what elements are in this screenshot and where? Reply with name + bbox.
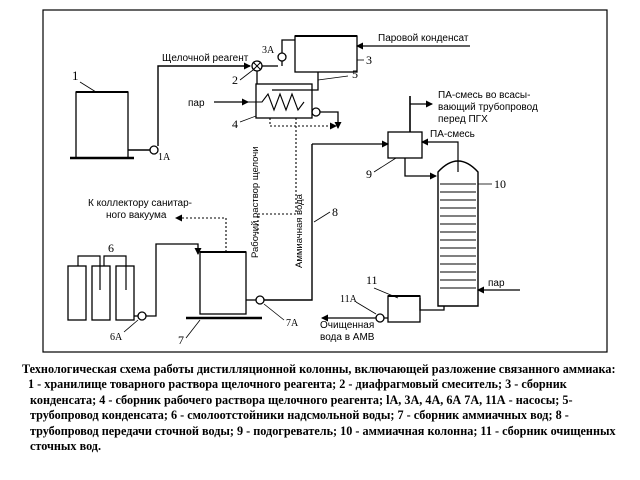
label-pa-suction-1: ПА-смесь во всасы- [438, 90, 531, 101]
label-collector-1: К коллектору санитар- [88, 198, 192, 209]
ammonia-column-10 [438, 161, 478, 306]
leader-n11a [356, 302, 376, 314]
label-n1a: 1А [158, 152, 171, 163]
leader-n5 [318, 76, 348, 80]
label-n3a: 3А [262, 45, 275, 56]
label-n3: 3 [366, 53, 372, 67]
leader-n1 [80, 82, 96, 92]
label-n7a: 7А [286, 318, 299, 329]
leader-n7 [186, 320, 200, 338]
working-solution-collector-4 [248, 84, 312, 118]
label-n6a: 6А [110, 332, 123, 343]
pipe-collector4-dotted [270, 118, 336, 126]
pump-7a [256, 296, 264, 304]
label-steam-condensate: Паровой конденсат [378, 33, 469, 44]
pipe-working-solution [258, 118, 296, 234]
pipe-pa-mix [422, 142, 458, 172]
label-ammonia-water: Аммиачная вода [294, 194, 305, 268]
leader-n4 [240, 116, 256, 122]
label-n5: 5 [352, 67, 358, 81]
caption-line-3: трубопровод конденсата; 6 - смолоотстойники надсмольной воды; 7 - сборник аммиачных вод; 8 - [30, 408, 569, 423]
leader-n9 [374, 158, 396, 172]
leader-n7a [264, 304, 284, 320]
caption-line-4: трубопровод передачи сточной воды; 9 - подогреватель; 10 - аммиачная колонна; 11 - сборник очищенных [30, 423, 616, 438]
label-n4: 4 [232, 117, 238, 131]
label-steam-top: пар [188, 98, 205, 109]
caption-legend [22, 377, 634, 454]
pump-11a [376, 314, 384, 322]
leader-n2 [240, 70, 253, 80]
label-n8: 8 [332, 205, 338, 219]
pipe-condensate-5 [272, 72, 318, 90]
label-n7: 7 [178, 333, 184, 347]
storage-tank-1 [70, 92, 134, 158]
caption-line-2: конденсата; 4 - сборник рабочего раствора щелочного реагента; lА, 3А, 4А, 6А 7А, 11А - насосы; 5- [30, 392, 573, 407]
label-n9: 9 [366, 167, 372, 181]
pipe-sanitary-vacuum [176, 218, 226, 252]
pump-3a [278, 53, 286, 61]
caption-line-1: 1 - хранилище товарного раствора щелочного реагента; 2 - диафрагмовый смеситель; 3 - сборник [28, 377, 567, 392]
caption-title: Технологическая схема работы дистилляционной колонны, включающей разложение связанного аммиака: [22, 362, 616, 376]
label-n10: 10 [494, 177, 506, 191]
label-n11a: 11А [340, 294, 357, 305]
condensate-collector-3 [295, 36, 357, 72]
tar-settlers-6 [68, 256, 134, 320]
ammonia-water-collector-7 [186, 252, 262, 318]
label-n6: 6 [108, 241, 114, 255]
label-n2: 2 [232, 73, 238, 87]
label-pa-suction-2: вающий трубопровод [438, 102, 538, 113]
mixer-2 [252, 61, 262, 71]
pipe-collector3-pump3a [282, 40, 295, 53]
label-pa-mix: ПА-смесь [430, 129, 475, 140]
purified-water-collector-11 [388, 296, 420, 322]
label-steam-bottom: пар [488, 278, 505, 289]
pump-4a [312, 108, 320, 116]
label-alkali-reagent: Щелочной реагент [162, 53, 249, 64]
pipe-column-to-collector11 [420, 298, 444, 310]
pump-1a [150, 146, 158, 154]
leader-n6a [124, 320, 138, 332]
leader-n8 [314, 212, 330, 222]
diagram-frame [43, 10, 607, 352]
label-working-solution: Рабочий раствор щелочи [250, 146, 261, 258]
leader-n11 [374, 288, 398, 298]
caption-line-5: сточных вод. [30, 439, 102, 454]
pipe-pump6a-to-collector7 [146, 244, 198, 316]
figure-caption [0, 362, 640, 454]
label-purified-1: Очищенная [320, 320, 375, 331]
pump-6a [138, 312, 146, 320]
heater-9 [388, 132, 422, 158]
label-purified-2: вода в АМВ [320, 332, 375, 343]
label-collector-2: ного вакуума [106, 210, 167, 221]
pipe-heater-to-column [405, 158, 436, 176]
label-pa-suction-3: перед ПГХ [438, 114, 488, 125]
label-n11: 11 [366, 273, 378, 287]
label-n1: 1 [72, 68, 79, 83]
